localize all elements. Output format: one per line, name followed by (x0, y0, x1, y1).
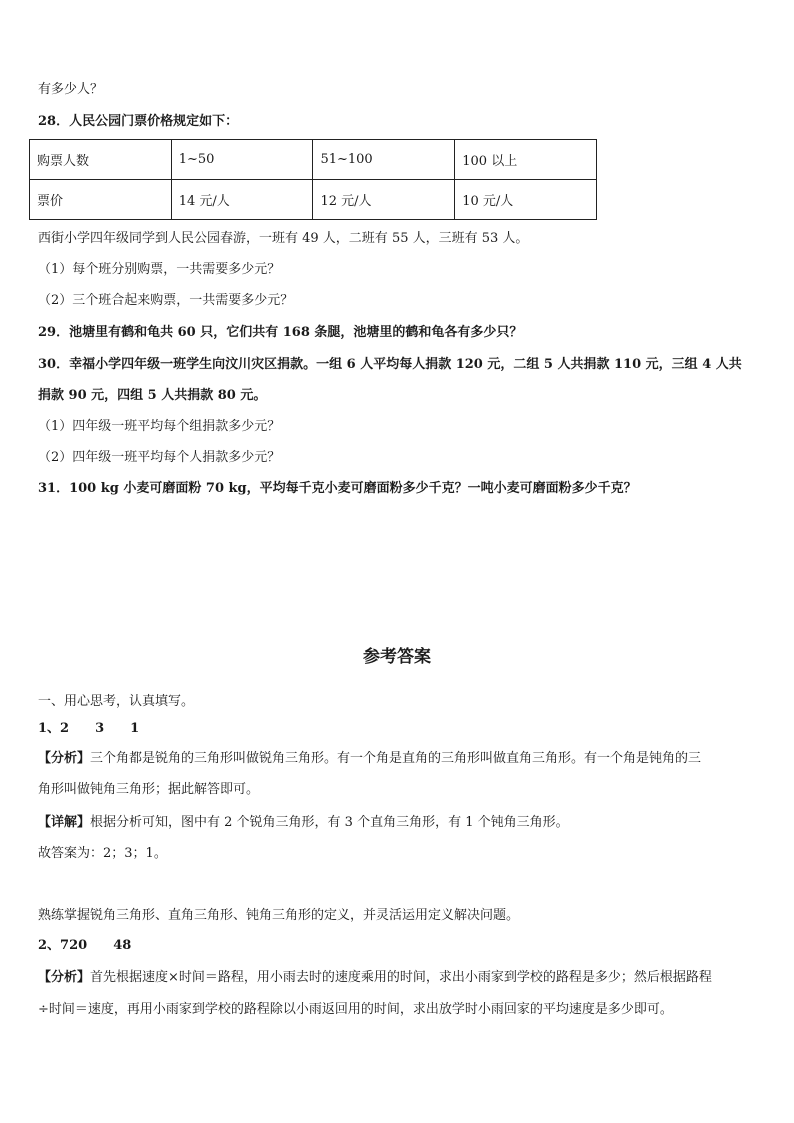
answer-2-value: 48 (113, 938, 132, 953)
answer-1-value: 3 (95, 721, 105, 736)
detail-label: 【详解】 (38, 815, 91, 830)
answer-1-analysis (38, 751, 701, 767)
answer-2-analysis (38, 970, 712, 986)
question-28-sub1: （1）每个班分别购票，一共需要多少元？ (38, 262, 281, 277)
answer-2-analysis-cont: ÷时间＝速度，再用小雨家到学校的路程除以小雨返回用的时间，求出放学时小雨回家的平均速度是多少即可。 (38, 1002, 673, 1017)
answer-1-values (38, 721, 139, 737)
table-row (30, 180, 597, 220)
ticket-price-table (29, 139, 597, 220)
answer-2-values (38, 938, 131, 954)
table-row (30, 140, 597, 180)
question-28-sub2: （2）三个班合起来购票，一共需要多少元？ (38, 293, 294, 308)
question-30-sub2: （2）四年级一班平均每个人捐款多少元？ (38, 450, 281, 465)
question-30-line1: 30．幸福小学四年级一班学生向汶川灾区捐款。一组 6 人平均每人捐款 120 元，二组 5 人共捐款 110 元，三组 4 人共 (38, 357, 742, 372)
analysis-text: 三个角都是锐角的三角形叫做锐角三角形。有一个角是直角的三角形叫做直角三角形。有一个角是钝角的三 (90, 751, 702, 766)
question-28-text: 西街小学四年级同学到人民公园春游，一班有 49 人，二班有 55 人，三班有 53 人。 (38, 231, 529, 246)
analysis-label: 【分析】 (38, 970, 91, 985)
table-cell: 1~50 (171, 140, 313, 180)
table-cell: 51~100 (313, 140, 455, 180)
question-31: 31．100 kg 小麦可磨面粉 70 kg，平均每千克小麦可磨面粉多少千克？一吨小麦可磨面粉多少千克？ (38, 481, 637, 496)
answer-2-number: 2、720 (38, 938, 88, 953)
answer-1-value: 1 (130, 721, 140, 736)
analysis-label: 【分析】 (38, 751, 91, 766)
question-30-line2: 捐款 90 元，四组 5 人共捐款 80 元。 (38, 388, 267, 403)
question-27-tail: 有多少人？ (38, 82, 104, 97)
answer-1-detail (38, 815, 569, 831)
question-28-title: 28．人民公园门票价格规定如下： (38, 114, 239, 129)
answer-1-note: 熟练掌握锐角三角形、直角三角形、钝角三角形的定义，并灵活运用定义解决问题。 (38, 908, 520, 923)
table-cell: 100 以上 (455, 140, 597, 180)
answer-1-analysis-cont: 角形叫做钝角三角形；据此解答即可。 (38, 782, 260, 797)
question-29: 29．池塘里有鹤和龟共 60 只，它们共有 168 条腿，池塘里的鹤和龟各有多少只？ (38, 325, 523, 340)
table-cell: 票价 (30, 180, 172, 220)
question-30-sub1: （1）四年级一班平均每个组捐款多少元？ (38, 419, 281, 434)
detail-text: 根据分析可知，图中有 2 个锐角三角形，有 3 个直角三角形，有 1 个钝角三角形。 (90, 815, 569, 830)
answer-1-number: 1、2 (38, 721, 70, 736)
table-cell: 10 元/人 (455, 180, 597, 220)
table-cell: 购票人数 (30, 140, 172, 180)
answers-title: 参考答案 (363, 647, 431, 667)
analysis-text: 首先根据速度×时间＝路程，用小雨去时的速度乘用的时间，求出小雨家到学校的路程是多少；然后根据路程 (90, 970, 712, 985)
table-cell: 14 元/人 (171, 180, 313, 220)
section-heading: 一、用心思考，认真填写。 (38, 694, 195, 709)
answer-1-final: 故答案为：2；3；1。 (38, 846, 167, 861)
table-cell: 12 元/人 (313, 180, 455, 220)
